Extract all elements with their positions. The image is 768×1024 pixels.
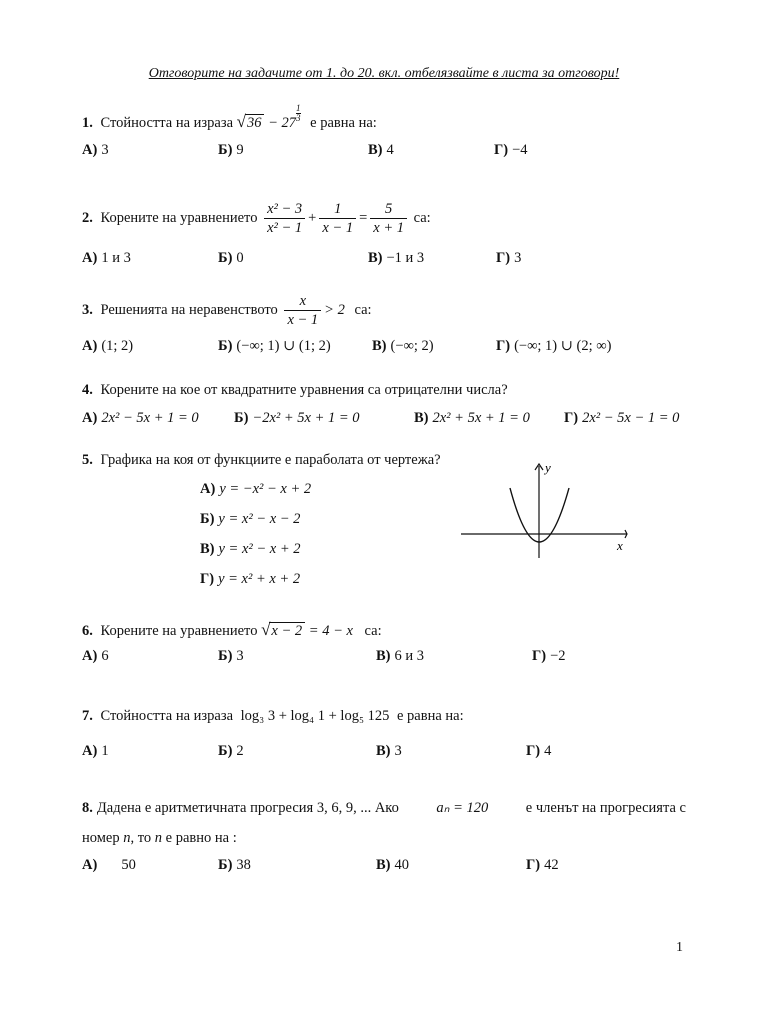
question-number: 6. <box>82 623 93 639</box>
question-text: Стойността на израза <box>100 115 234 131</box>
x-axis-label: x <box>617 538 623 553</box>
option-b[interactable]: Б) −2x² + 5x + 1 = 0 <box>234 410 360 426</box>
question-text: Решенията на неравенството <box>100 301 278 318</box>
option-b[interactable]: Б) 2 <box>218 743 244 759</box>
fraction-2: $\frac{1}{x - 1}$ <box>319 200 356 237</box>
option-d[interactable]: Г) 3 <box>496 250 522 266</box>
option-c[interactable]: В) 3 <box>376 743 402 759</box>
option-c[interactable]: В) (−∞; 2) <box>372 338 434 354</box>
question-text: Корените на кое от квадратните уравнения са отрицателни числа? <box>100 382 508 398</box>
question-number: 4. <box>82 382 93 398</box>
option-a[interactable]: А) y = −x² − x + 2 <box>200 481 312 497</box>
option-c[interactable]: В) y = x² − x + 2 <box>200 541 301 557</box>
option-a[interactable]: А) 2x² − 5x + 1 = 0 <box>82 410 199 426</box>
equation: √x − 2 = 4 − x <box>261 620 353 639</box>
fraction-1: $\frac{\text{x² − 3}}{\text{x² − 1}}$ <box>264 200 305 237</box>
option-b[interactable]: Б) (−∞; 1) ∪ (1; 2) <box>218 338 331 354</box>
option-a[interactable]: А) 6 <box>82 648 109 664</box>
question-number: 3. <box>82 301 93 318</box>
question-text: Дадена е аритметичната прогресия 3, 6, 9, ... Ако <box>96 800 399 816</box>
option-a[interactable]: А) 1 <box>82 743 109 759</box>
parabola-graph <box>455 460 635 560</box>
option-c[interactable]: В) 4 <box>368 142 394 158</box>
instructions-header: Отговорите на задачите от 1. до 20. вкл. отбелязвайте в листа за отговори! <box>148 66 620 81</box>
option-a[interactable]: А) (1; 2) <box>82 338 134 354</box>
question-text: Корените на уравнението <box>100 209 258 226</box>
question-1 <box>82 103 377 132</box>
question-text-end: е членът на прогресията с <box>525 800 686 816</box>
question-text-end: е равна на: <box>310 115 377 131</box>
option-a[interactable]: А) 3 <box>82 142 109 158</box>
question-5 <box>82 452 441 469</box>
question-7 <box>82 708 464 725</box>
fraction-3: $\frac{5}{x + 1}$ <box>370 200 407 237</box>
question-text: Графика на коя от функциите е параболата от чертежа? <box>100 452 441 468</box>
option-a[interactable]: А) 1 и 3 <box>82 250 131 266</box>
question-6 <box>82 620 382 640</box>
question-text: Стойността на израза <box>100 708 234 724</box>
option-b[interactable]: Б) 3 <box>218 648 244 664</box>
option-c[interactable]: В) 2x² + 5x + 1 = 0 <box>414 410 530 426</box>
option-d[interactable]: Г) 4 <box>526 743 552 759</box>
question-8 <box>82 800 686 817</box>
y-axis-label: y <box>545 460 551 475</box>
question-text-end: е равна на: <box>397 708 464 724</box>
option-a[interactable]: А) 50 <box>82 857 136 873</box>
option-d[interactable]: Г) 2x² − 5x − 1 = 0 <box>564 410 680 426</box>
question-text-end: са: <box>354 301 372 318</box>
option-b[interactable]: Б) 0 <box>218 250 244 266</box>
expression: log₃ 3 + log₄ 1 + log₅ 125 <box>240 708 390 724</box>
question-4 <box>82 382 508 399</box>
option-d[interactable]: Г) −4 <box>494 142 528 158</box>
question-3: 3. Решенията на неравенството $\frac{x}{x - 1}$ > 2 са: <box>82 293 372 328</box>
nth-term: aₙ = 120 <box>436 800 489 816</box>
question-2: 2. Корените на уравнението $\frac{\text{x² − 3}}{\text{x² − 1}}$ + $\frac{1}{x - 1}$ = $\frac{5}{x + 1}$ са: <box>82 201 431 236</box>
option-d[interactable]: Г) 42 <box>526 857 559 873</box>
question-8-line-2: номер n, то n е равно на : <box>82 830 237 846</box>
question-text: Корените на уравнението <box>100 623 258 639</box>
question-number: 1. <box>82 115 93 131</box>
option-c[interactable]: В) 40 <box>376 857 409 873</box>
question-text-end: са: <box>413 209 431 226</box>
question-number: 2. <box>82 209 93 226</box>
option-b[interactable]: Б) y = x² − x − 2 <box>200 511 301 527</box>
option-d[interactable]: Г) y = x² + x + 2 <box>200 571 301 587</box>
option-b[interactable]: Б) 9 <box>218 142 244 158</box>
option-d[interactable]: Г) (−∞; 1) ∪ (2; ∞) <box>496 338 612 354</box>
question-text-end: са: <box>364 623 382 639</box>
page-number: 1 <box>676 940 683 955</box>
fraction: $\frac{x}{x - 1}$ <box>284 292 321 329</box>
question-number: 8. <box>82 800 93 816</box>
expression: √36 − 27 $\frac{1}{3}$ <box>236 103 301 131</box>
option-c[interactable]: В) 6 и 3 <box>376 648 425 664</box>
question-number: 5. <box>82 452 93 468</box>
question-number: 7. <box>82 708 93 724</box>
option-c[interactable]: В) −1 и 3 <box>368 250 425 266</box>
option-d[interactable]: Г) −2 <box>532 648 566 664</box>
option-b[interactable]: Б) 38 <box>218 857 251 873</box>
